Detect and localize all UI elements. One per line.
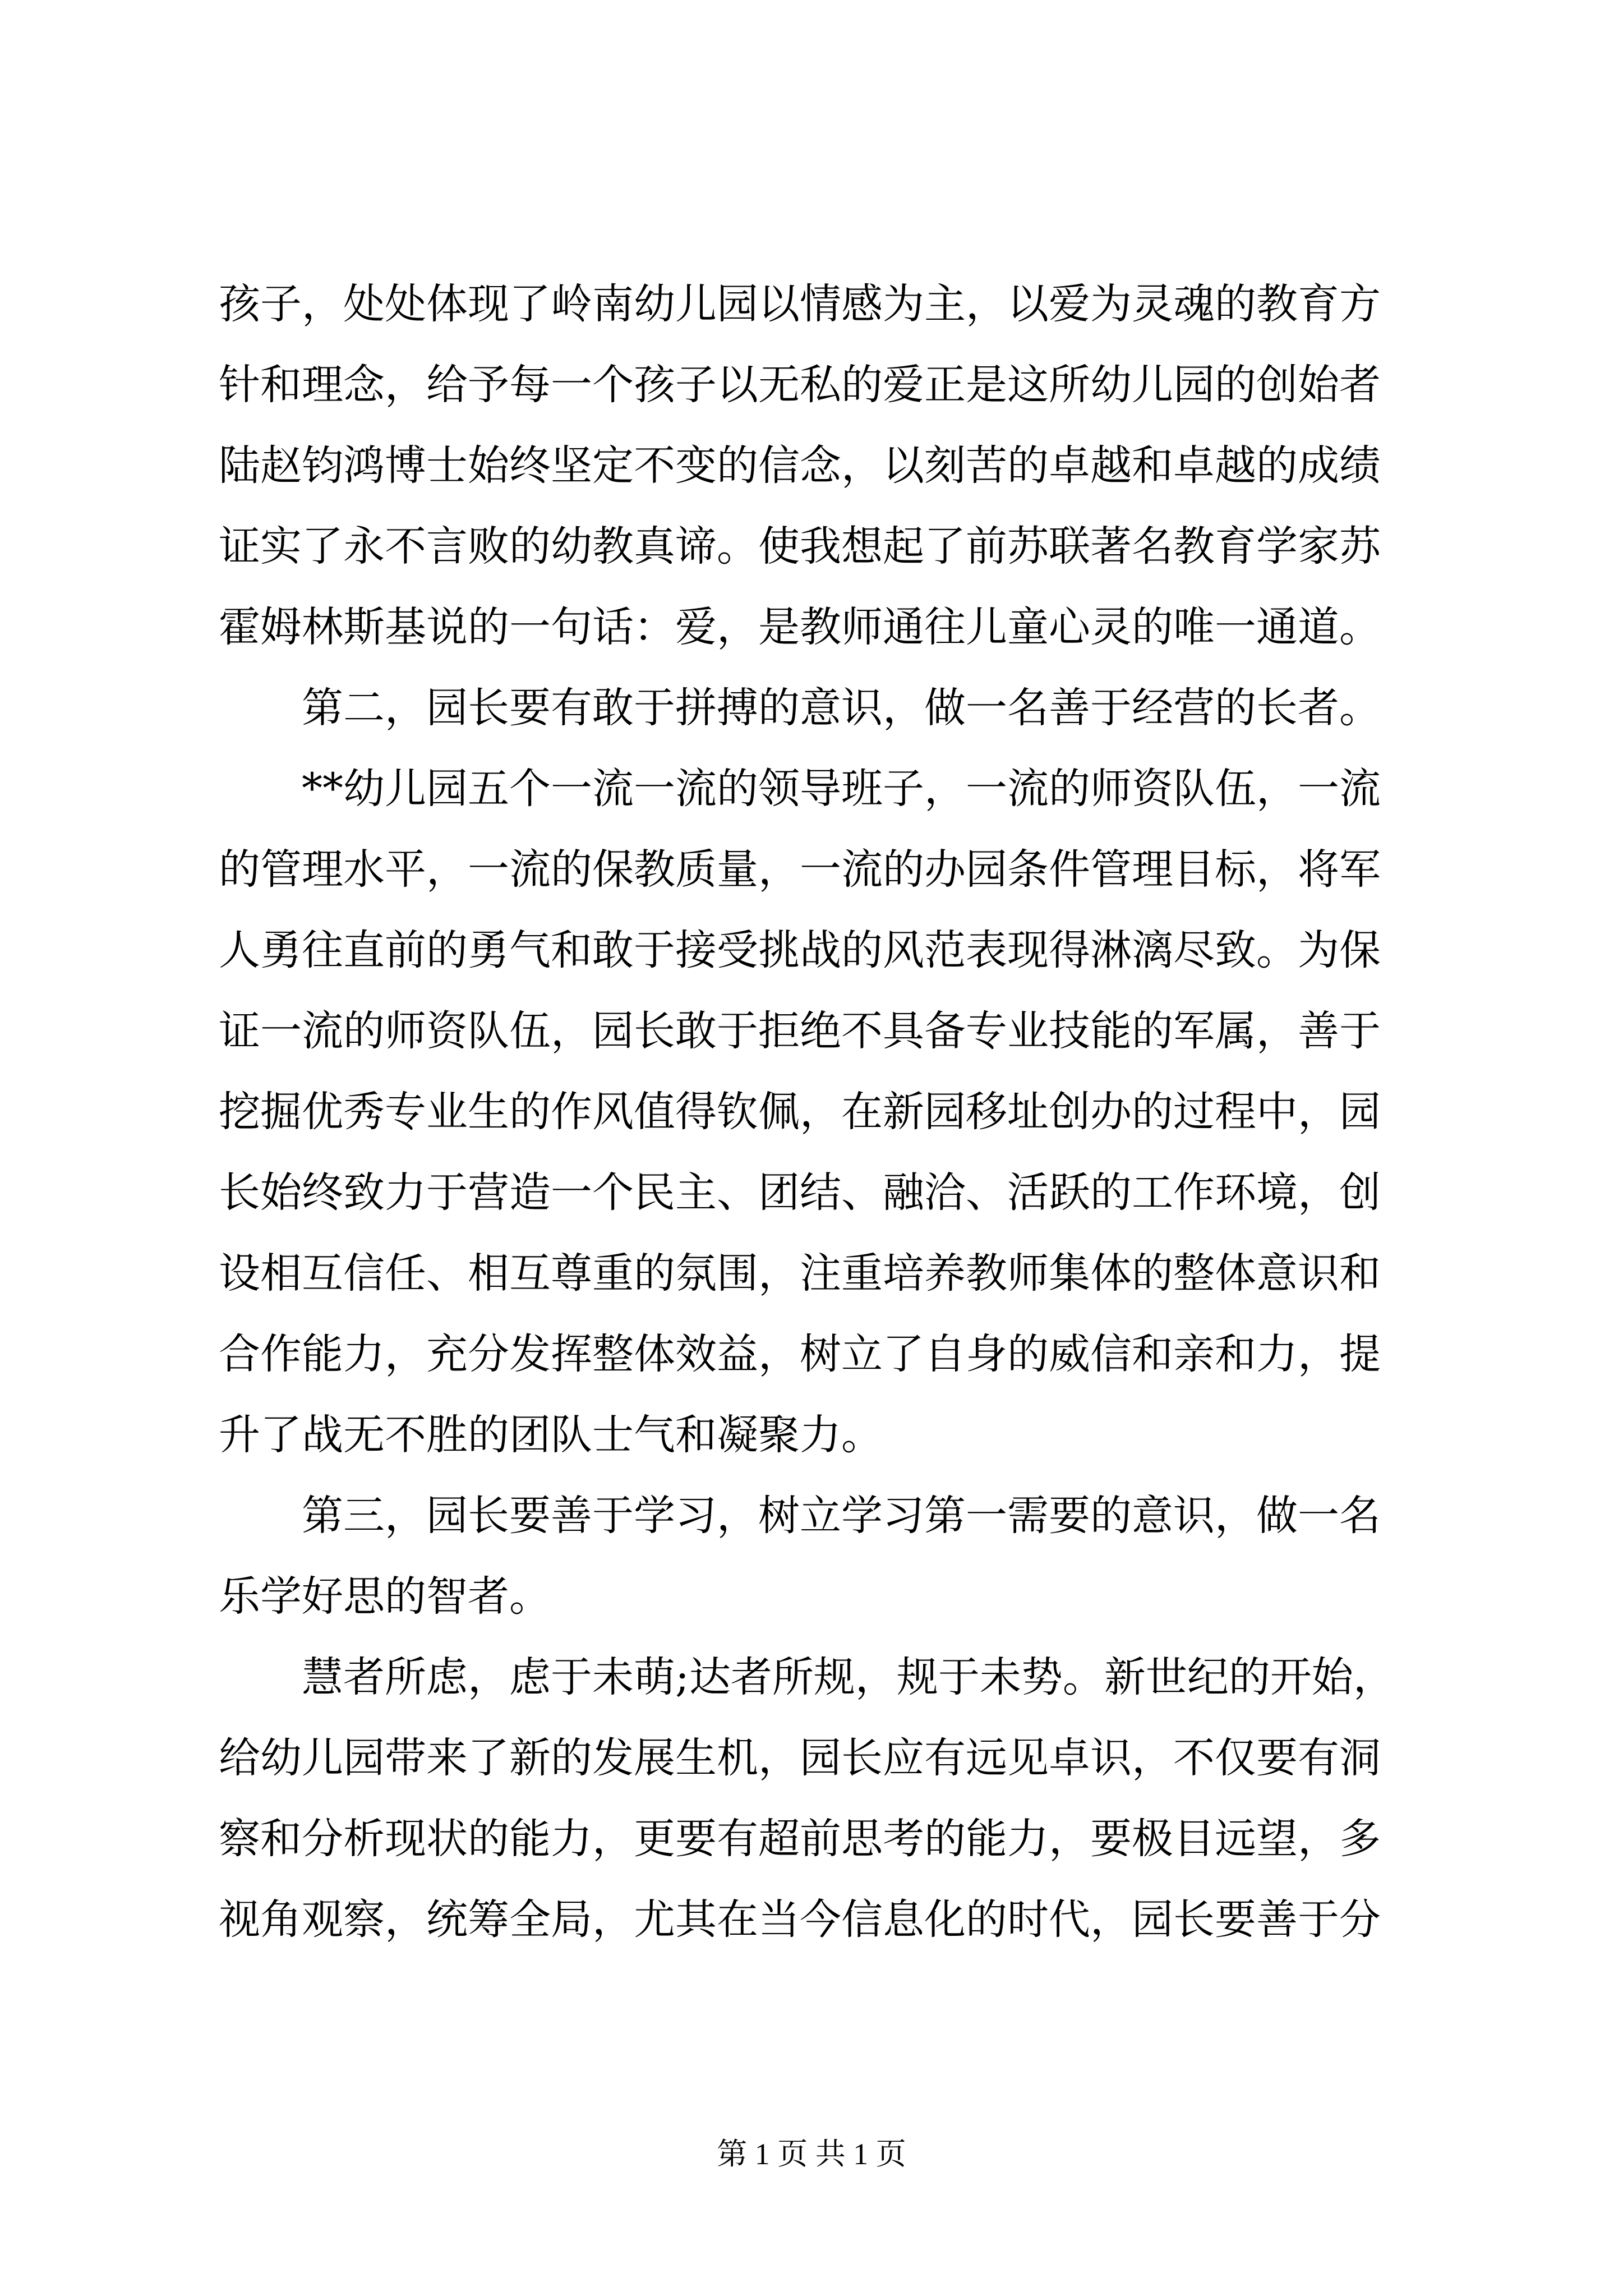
paragraph-heading: 第三，园长要善于学习，树立学习第一需要的意识，做一名 [302,1492,1381,1540]
body-text [219,264,1419,1960]
paragraph-heading: 第二，园长要有敢于拼搏的意识，做一名善于经营的长者。 [302,684,1381,732]
text-line: 乐学好思的智者。 [219,1572,551,1621]
text-line: 证实了永不言败的幼教真谛。使我想起了前苏联著名教育学家苏 [219,522,1381,570]
text-line: 察和分析现状的能力，更要有超前思考的能力，要极目远望，多 [219,1815,1381,1863]
text-line: 的管理水平，一流的保教质量，一流的办园条件管理目标，将军 [219,845,1381,894]
page-footer: 第 1 页 共 1 页 [717,2137,906,2171]
text-line: **幼儿园五个一流一流的领导班子，一流的师资队伍，一流 [302,765,1381,813]
text-line: 霍姆林斯基说的一句话：爱，是教师通往儿童心灵的唯一通道。 [219,603,1381,651]
text-line: 长始终致力于营造一个民主、团结、融洽、活跃的工作环境，创 [219,1168,1381,1217]
text-line: 设相互信任、相互尊重的氛围，注重培养教师集体的整体意识和 [219,1249,1381,1297]
text-line: 证一流的师资队伍，园长敢于拒绝不具备专业技能的军属，善于 [219,1007,1381,1055]
text-line: 合作能力，充分发挥整体效益，树立了自身的威信和亲和力，提 [219,1330,1381,1378]
text-line: 针和理念，给予每一个孩子以无私的爱正是这所幼儿园的创始者 [219,361,1381,409]
text-line: 挖掘优秀专业生的作风值得钦佩，在新园移址创办的过程中，园 [219,1088,1381,1136]
text-line: 给幼儿园带来了新的发展生机，园长应有远见卓识，不仅要有洞 [219,1734,1381,1782]
text-line: 慧者所虑，虑于未萌;达者所规，规于未势。新世纪的开始， [302,1653,1395,1701]
text-line: 孩子，处处体现了岭南幼儿园以情感为主，以爱为灵魂的教育方 [219,280,1381,328]
text-line: 陆赵钧鸿博士始终坚定不变的信念，以刻苦的卓越和卓越的成绩 [219,441,1381,490]
text-line: 人勇往直前的勇气和敢于接受挑战的风范表现得淋漓尽致。为保 [219,926,1381,974]
text-line: 视角观察，统筹全局，尤其在当今信息化的时代，园长要善于分 [219,1895,1381,1944]
text-line: 升了战无不胜的团队士气和凝聚力。 [219,1411,883,1459]
